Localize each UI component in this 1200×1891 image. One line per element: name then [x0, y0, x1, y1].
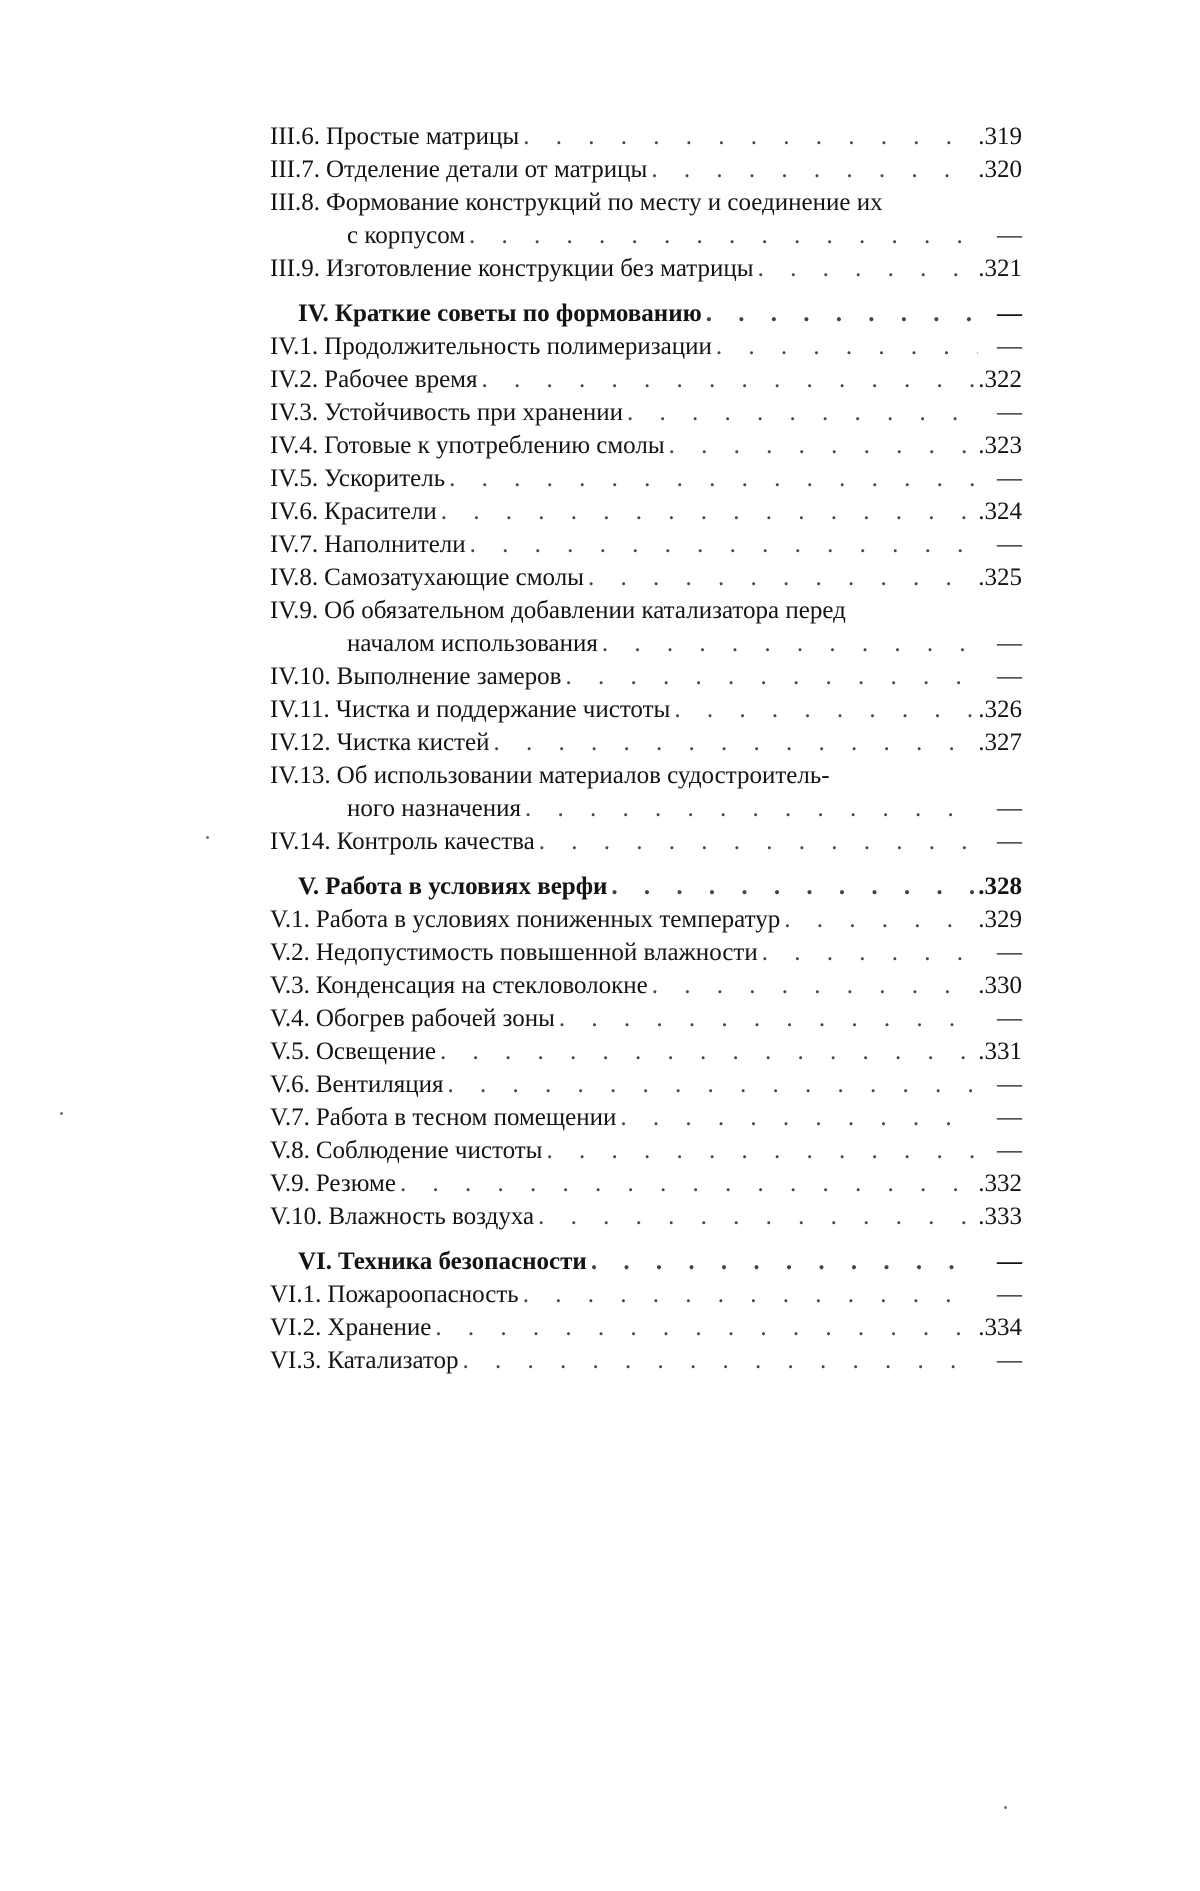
toc-entry: [270, 462, 1022, 495]
dot-leader: [440, 1035, 974, 1068]
toc-entry: [270, 903, 1022, 936]
toc-entry-title: Освещение: [310, 1035, 436, 1068]
toc-entry-title: Об использовании материалов судостроитель-: [331, 759, 830, 792]
toc-page-number: —: [982, 660, 1022, 693]
scan-speck: [1004, 1806, 1007, 1809]
scan-speck: [206, 836, 209, 839]
toc-page-number: .331: [978, 1035, 1022, 1068]
toc-entry: [270, 759, 1022, 792]
toc-page-number: .320: [978, 153, 1022, 186]
toc-page-number: —: [982, 1278, 1022, 1311]
toc-entry-title: Продолжительность полимеризации: [318, 330, 712, 363]
toc-page-number: —: [982, 462, 1022, 495]
dot-leader: [525, 792, 978, 825]
toc-entry: [270, 186, 1022, 219]
toc-page-number: .334: [978, 1311, 1022, 1344]
dot-leader: [470, 528, 978, 561]
toc-page-number: —: [982, 1344, 1022, 1377]
toc-entry-title: Об обязательном добавлении катализатора перед: [318, 594, 846, 627]
toc-entry: [270, 1035, 1022, 1068]
dot-leader: [706, 297, 978, 330]
toc-page-number: .326: [978, 693, 1022, 726]
toc-entry: [270, 528, 1022, 561]
toc-entry-number: IV.7.: [270, 528, 318, 561]
toc-entry-number: IV.11.: [270, 693, 330, 726]
toc-entry-number: V.: [270, 870, 319, 903]
toc-page-number: .332: [978, 1167, 1022, 1200]
toc-entry-title: Наполнители: [318, 528, 465, 561]
toc-page-number: —: [982, 825, 1022, 858]
toc-entry-continuation: [270, 792, 1022, 825]
toc-entry: [270, 1200, 1022, 1233]
dot-leader: [627, 396, 978, 429]
toc-entry-title: Конденсация на стекловолокне: [310, 969, 648, 1002]
toc-entry: [270, 825, 1022, 858]
toc-entry-title: Резюме: [310, 1167, 396, 1200]
toc-entry: [270, 1278, 1022, 1311]
dot-leader: [449, 462, 978, 495]
toc-page-number: .324: [978, 495, 1022, 528]
toc-entry-number: IV.10.: [270, 660, 331, 693]
toc-entry-title: Пожароопасность: [321, 1278, 518, 1311]
toc-entry: [270, 969, 1022, 1002]
toc-entry-number: IV.2.: [270, 363, 318, 396]
toc-entry-title: Влажность воздуха: [322, 1200, 534, 1233]
toc-entry-number: V.7.: [270, 1101, 310, 1134]
toc-page-number: —: [982, 1101, 1022, 1134]
toc-entry-title: Работа в условиях верфи: [319, 870, 607, 903]
toc-entry-number: VI.: [270, 1245, 332, 1278]
toc-entry: [270, 1101, 1022, 1134]
dot-leader: [652, 969, 975, 1002]
dot-leader: [481, 363, 974, 396]
document-page: [0, 0, 1200, 1891]
toc-entry-number: V.10.: [270, 1200, 322, 1233]
dot-leader: [448, 1068, 978, 1101]
toc-page-number: —: [982, 1068, 1022, 1101]
toc-page-number: .319: [978, 120, 1022, 153]
toc-entry: [270, 495, 1022, 528]
toc-entry-number: V.5.: [270, 1035, 310, 1068]
dot-leader: [620, 1101, 978, 1134]
toc-page-number: —: [982, 792, 1022, 825]
toc-entry: [270, 936, 1022, 969]
toc-entry-number: IV.13.: [270, 759, 331, 792]
toc-entry: [270, 1311, 1022, 1344]
dot-leader: [758, 252, 975, 285]
toc-entry-title: Обогрев рабочей зоны: [310, 1002, 555, 1035]
toc-entry: [270, 330, 1022, 363]
toc-entry-number: III.7.: [270, 153, 320, 186]
toc-entry-number: VI.2.: [270, 1311, 321, 1344]
dot-leader: [539, 825, 978, 858]
dot-leader: [441, 495, 974, 528]
toc-entry: [270, 153, 1022, 186]
toc-section-heading: [270, 297, 1022, 330]
toc-entry-title: Чистка кистей: [331, 726, 490, 759]
dot-leader: [762, 936, 978, 969]
toc-entry: [270, 363, 1022, 396]
toc-entry-title-continued: ного назначения: [347, 792, 521, 825]
toc-entry-number: IV.9.: [270, 594, 318, 627]
toc-entry-number: III.8.: [270, 186, 320, 219]
toc-entry-title: Простые матрицы: [320, 120, 519, 153]
toc-entry-number: V.8.: [270, 1134, 310, 1167]
toc-entry-title-continued: с корпусом: [347, 219, 465, 252]
dot-leader: [559, 1002, 978, 1035]
toc-entry: [270, 1068, 1022, 1101]
toc-entry-title: Самозатухающие смолы: [318, 561, 584, 594]
toc-entry-number: V.2.: [270, 936, 310, 969]
dot-leader: [651, 153, 974, 186]
toc-entry-number: IV.1.: [270, 330, 318, 363]
toc-entry-number: V.9.: [270, 1167, 310, 1200]
toc-page-number: —: [982, 627, 1022, 660]
toc-entry: [270, 396, 1022, 429]
toc-entry-number: IV.6.: [270, 495, 318, 528]
toc-section-heading: [270, 1245, 1022, 1278]
toc-entry-title: Чистка и поддержание чистоты: [330, 693, 671, 726]
toc-page-number: —: [982, 1245, 1022, 1278]
toc-entry-title: Устойчивость при хранении: [318, 396, 623, 429]
toc-page-number: .321: [978, 252, 1022, 285]
toc-entry-number: IV.14.: [270, 825, 331, 858]
dot-leader: [523, 1278, 978, 1311]
toc-entry-title: Краткие советы по формованию: [329, 297, 702, 330]
dot-leader: [463, 1344, 978, 1377]
toc-page-number: —: [982, 330, 1022, 363]
toc-entry-title: Формование конструкций по месту и соединение их: [320, 186, 883, 219]
dot-leader: [716, 330, 978, 363]
toc-entry-continuation: [270, 627, 1022, 660]
toc-page-number: —: [982, 936, 1022, 969]
toc-entry-number: IV.8.: [270, 561, 318, 594]
toc-entry-title: Вентиляция: [310, 1068, 444, 1101]
toc-page-number: —: [982, 528, 1022, 561]
toc-entry-continuation: [270, 219, 1022, 252]
toc-entry: [270, 1344, 1022, 1377]
toc-entry-title: Рабочее время: [318, 363, 477, 396]
toc-page-number: —: [982, 1002, 1022, 1035]
toc-entry-number: IV.: [270, 297, 329, 330]
toc-entry-title: Работа в условиях пониженных температур: [310, 903, 780, 936]
toc-entry-number: IV.5.: [270, 462, 318, 495]
toc-entry: [270, 660, 1022, 693]
toc-page-number: .329: [978, 903, 1022, 936]
toc-page-number: —: [982, 219, 1022, 252]
toc-section-heading: [270, 870, 1022, 903]
toc-page-number: .330: [978, 969, 1022, 1002]
toc-entry-title: Контроль качества: [331, 825, 535, 858]
dot-leader: [469, 219, 978, 252]
toc-entry-number: IV.4.: [270, 429, 318, 462]
toc-entry: [270, 594, 1022, 627]
toc-entry-title-continued: началом использования: [347, 627, 598, 660]
toc-entry-number: III.6.: [270, 120, 320, 153]
toc-entry-title: Работа в тесном помещении: [310, 1101, 617, 1134]
dot-leader: [784, 903, 974, 936]
toc-entry: [270, 429, 1022, 462]
toc-entry-title: Отделение детали от матрицы: [320, 153, 647, 186]
dot-leader: [523, 120, 974, 153]
dot-leader: [611, 870, 974, 903]
table-of-contents: [270, 120, 1022, 1377]
toc-entry-number: V.4.: [270, 1002, 310, 1035]
dot-leader: [435, 1311, 974, 1344]
toc-entry-title: Красители: [318, 495, 437, 528]
toc-entry-title: Ускоритель: [318, 462, 445, 495]
toc-entry-title: Соблюдение чистоты: [310, 1134, 543, 1167]
dot-leader: [546, 1134, 978, 1167]
toc-entry: [270, 1167, 1022, 1200]
dot-leader: [674, 693, 974, 726]
toc-page-number: .328: [978, 870, 1022, 903]
toc-entry-title: Недопустимость повышенной влажности: [310, 936, 758, 969]
toc-page-number: —: [982, 297, 1022, 330]
toc-entry-number: V.3.: [270, 969, 310, 1002]
toc-entry-title: Хранение: [321, 1311, 431, 1344]
toc-entry-number: V.6.: [270, 1068, 310, 1101]
dot-leader: [669, 429, 975, 462]
toc-entry: [270, 120, 1022, 153]
dot-leader: [588, 561, 974, 594]
toc-entry-title: Выполнение замеров: [331, 660, 562, 693]
toc-page-number: .325: [978, 561, 1022, 594]
toc-page-number: .327: [978, 726, 1022, 759]
toc-entry: [270, 252, 1022, 285]
toc-entry-number: III.9.: [270, 252, 320, 285]
toc-page-number: —: [982, 396, 1022, 429]
dot-leader: [538, 1200, 974, 1233]
toc-entry-title: Готовые к употреблению смолы: [318, 429, 664, 462]
dot-leader: [565, 660, 978, 693]
scan-speck: [60, 1112, 63, 1115]
dot-leader: [602, 627, 978, 660]
dot-leader: [400, 1167, 974, 1200]
toc-entry-number: VI.3.: [270, 1344, 321, 1377]
toc-entry-title: Техника безопасности: [332, 1245, 587, 1278]
toc-entry-number: IV.3.: [270, 396, 318, 429]
toc-entry-title: Изготовление конструкции без матрицы: [320, 252, 754, 285]
dot-leader: [591, 1245, 978, 1278]
toc-entry-number: V.1.: [270, 903, 310, 936]
toc-entry-number: IV.12.: [270, 726, 331, 759]
toc-entry: [270, 726, 1022, 759]
toc-entry: [270, 693, 1022, 726]
toc-entry: [270, 561, 1022, 594]
toc-page-number: .323: [978, 429, 1022, 462]
toc-entry: [270, 1002, 1022, 1035]
toc-page-number: .322: [978, 363, 1022, 396]
toc-entry-number: VI.1.: [270, 1278, 321, 1311]
dot-leader: [493, 726, 974, 759]
toc-page-number: .333: [978, 1200, 1022, 1233]
toc-entry-title: Катализатор: [321, 1344, 458, 1377]
toc-page-number: —: [982, 1134, 1022, 1167]
toc-entry: [270, 1134, 1022, 1167]
